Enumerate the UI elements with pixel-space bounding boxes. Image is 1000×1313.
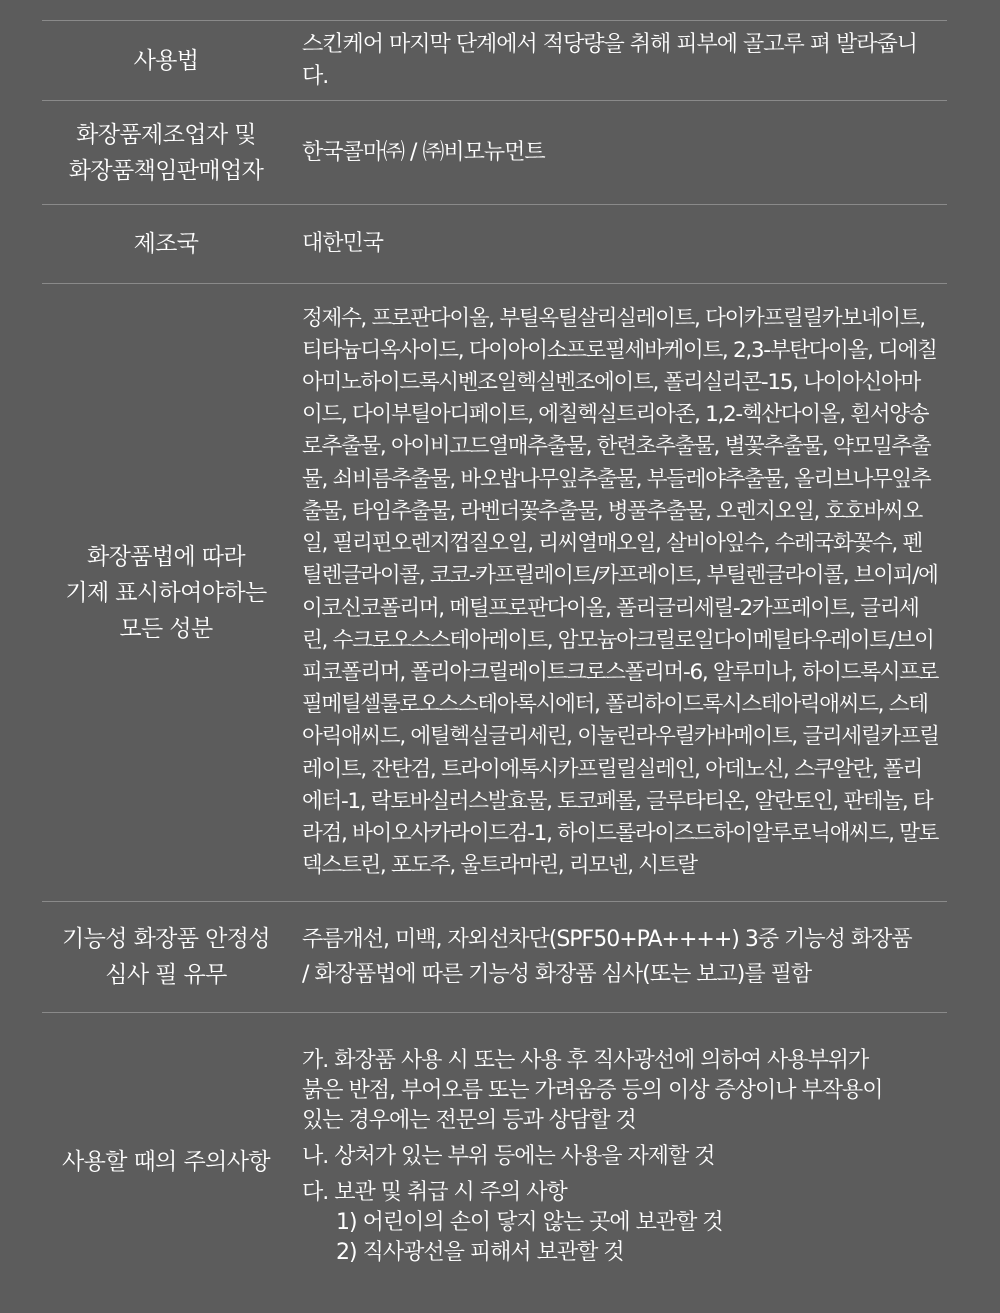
functional-label-line2: 심사 필 유무 [105, 962, 227, 988]
caution-item-a-line2: 붉은 반점, 부어오름 또는 가려움증 등의 이상 증상이나 부작용이 [302, 1078, 883, 1103]
functional-label-line1: 기능성 화장품 안정성 [62, 926, 270, 952]
row-maker [42, 100, 947, 204]
row-usage [42, 20, 947, 100]
row-country [42, 204, 947, 283]
row-functional [42, 901, 947, 1012]
country-value: 대한민국 [302, 231, 384, 256]
ingredients-label-line3: 모든 성분 [119, 615, 213, 642]
maker-value: 한국콜마㈜ / ㈜비모뉴먼트 [302, 139, 545, 165]
maker-label-line2: 화장품책임판매업자 [68, 157, 264, 184]
caution-value [290, 1013, 947, 1268]
row-caution [42, 1012, 947, 1313]
caution-item-a-line1: 가. 화장품 사용 시 또는 사용 후 직사광선에 의하여 사용부위가 [302, 1048, 869, 1073]
caution-item-c1: 1) 어린이의 손이 닿지 않는 곳에 보관할 것 [336, 1210, 723, 1235]
functional-value-line2: / 화장품법에 따른 기능성 화장품 심사(또는 보고)를 필함 [302, 962, 812, 987]
caution-label: 사용할 때의 주의사항 [62, 1149, 270, 1175]
country-label: 제조국 [133, 231, 199, 257]
maker-label-line1: 화장품제조업자 및 [76, 121, 256, 148]
row-ingredients [42, 283, 947, 901]
ingredients-label-line2: 기제 표시하여야하는 [65, 579, 267, 606]
functional-value [290, 922, 947, 992]
usage-label: 사용법 [133, 47, 199, 74]
functional-label [42, 921, 290, 993]
caution-item-c-heading: 다. 보관 및 취급 시 주의 사항 [302, 1180, 567, 1205]
ingredients-label-line1: 화장품법에 따라 [86, 543, 246, 570]
functional-value-line1: 주름개선, 미백, 자외선차단(SPF50+PA++++) 3중 기능성 화장품 [302, 927, 912, 952]
caution-item-a [302, 1046, 939, 1136]
product-info-table [42, 20, 947, 1313]
maker-label [42, 117, 290, 189]
usage-value: 스킨케어 마지막 단계에서 적당량을 취해 피부에 골고루 펴 발라줍니다. [302, 31, 918, 89]
caution-item-a-line3: 있는 경우에는 전문의 등과 상담할 것 [302, 1108, 636, 1133]
ingredients-value: 정제수, 프로판다이올, 부틸옥틸살리실레이트, 다이카프릴릴카보네이트, 티타늄디옥사이드, 다이아이소프로필세바케이트, 2,3-부탄다이올, 디에칠아미노하이드록시벤조일헥실벤조에이트, 폴리실리콘-15, 나이아신아마이드, 다이부틸아디페이트, 에칠헥실트리아존, 1,2-헥산다이올, 흰서양송로추출물, 아이비고드열매추출물, 한련초추출물, 별꽃추출물, 약모밀추출물, 쇠비름추출물, 바오밥나무잎추출물, 부들레야추출물, 올리브나무잎추출물, 타임추출물, 라벤더꽃추출물, 병풀추출물, 오렌지오일, 호호바씨오일, 필리핀오렌지껍질오일, 리씨열매오일, 살비아잎수, 수레국화꽃수, 펜틸렌글라이콜, 코코-카프릴레이트/카프레이트, 부틸렌글라이콜, 브이피/에이코신코폴리머, 메틸프로판다이올, 폴리글리세릴-2카프레이트, 글리세린, 수크로오스스테아레이트, 암모늄아크릴로일다이메틸타우레이트/브이피코폴리머, 폴리아크릴레이트크로스폴리머-6, 알루미나, 하이드록시프로필메틸셀룰로오스스테아록시에터, 폴리하이드록시스테아릭애씨드, 스테아릭애씨드, 에틸헥실글리세린, 이눌린라우릴카바메이트, 글리세릴카프릴레이트, 잔탄검, 트라이에톡시카프릴릴실레인, 아데노신, 스쿠알란, 폴리에터-1, 락토바실러스발효물, 토코페롤, 글루타티온, 알란토인, 판테놀, 타라검, 바이오사카라이드검-1, 하이드롤라이즈드하이알루로닉애씨드, 말토덱스트린, 포도주, 울트라마린, 리모넨, 시트랄 [302, 305, 939, 879]
ingredients-label [42, 539, 290, 647]
caution-item-c [302, 1178, 939, 1268]
caution-item-c2: 2) 직사광선을 피해서 보관할 것 [336, 1240, 624, 1265]
caution-item-b: 나. 상처가 있는 부위 등에는 사용을 자제할 것 [302, 1144, 715, 1169]
